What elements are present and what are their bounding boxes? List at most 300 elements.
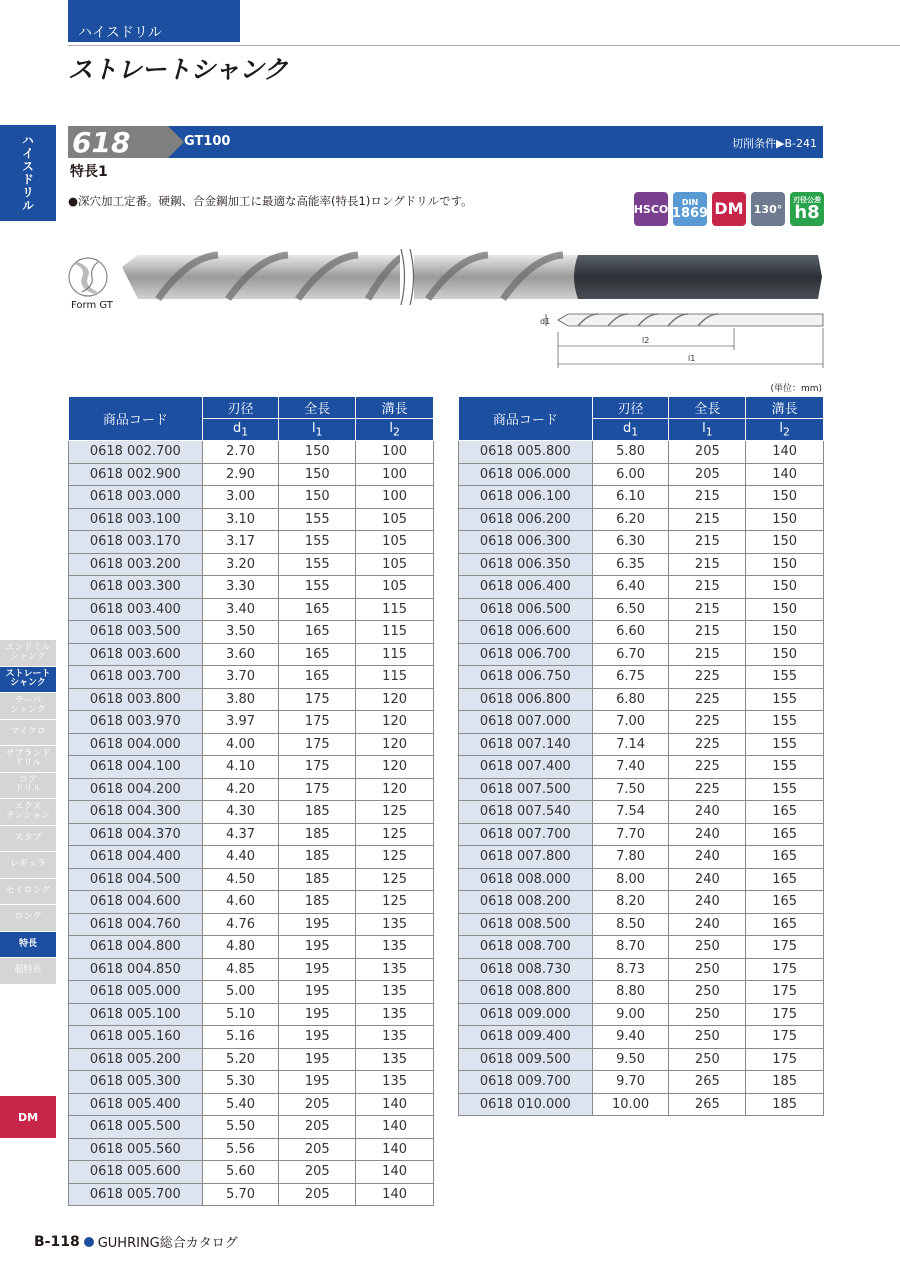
total-length-cell: 250 bbox=[669, 1048, 746, 1071]
table-row bbox=[69, 801, 434, 824]
flute-length-cell: 185 bbox=[746, 1071, 824, 1094]
page-number: B-118 bbox=[34, 1233, 80, 1250]
diameter-cell: 2.90 bbox=[202, 463, 279, 486]
dimension-drawing bbox=[538, 310, 828, 372]
din-number: 1869 bbox=[671, 205, 709, 221]
flute-length-cell: 165 bbox=[746, 801, 824, 824]
diameter-cell: 4.00 bbox=[202, 733, 279, 756]
total-length-cell: 150 bbox=[279, 441, 356, 464]
product-code-cell: 0618 003.300 bbox=[69, 576, 203, 599]
table-row bbox=[459, 621, 824, 644]
table-row bbox=[69, 598, 434, 621]
total-length-cell: 215 bbox=[669, 531, 746, 554]
side-nav-item[interactable]: レギュラ bbox=[0, 852, 56, 879]
flute-length-cell: 120 bbox=[356, 756, 434, 779]
diameter-cell: 7.70 bbox=[592, 823, 669, 846]
side-nav-item[interactable]: セミロング bbox=[0, 879, 56, 906]
diameter-cell: 3.00 bbox=[202, 486, 279, 509]
title-rule bbox=[68, 45, 900, 46]
flute-length-cell: 155 bbox=[746, 778, 824, 801]
diameter-cell: 5.70 bbox=[202, 1183, 279, 1206]
table-row bbox=[459, 778, 824, 801]
diameter-cell: 7.50 bbox=[592, 778, 669, 801]
flute-length-cell: 155 bbox=[746, 688, 824, 711]
product-code-cell: 0618 006.000 bbox=[459, 463, 593, 486]
diameter-cell: 6.10 bbox=[592, 486, 669, 509]
total-length-cell: 240 bbox=[669, 868, 746, 891]
table-row bbox=[69, 1048, 434, 1071]
diameter-cell: 5.56 bbox=[202, 1138, 279, 1161]
product-code-cell: 0618 004.800 bbox=[69, 936, 203, 959]
table-row bbox=[459, 711, 824, 734]
total-length-cell: 215 bbox=[669, 576, 746, 599]
flute-length-cell: 150 bbox=[746, 576, 824, 599]
table-row bbox=[69, 643, 434, 666]
flute-length-cell: 165 bbox=[746, 823, 824, 846]
product-code-cell: 0618 006.300 bbox=[459, 531, 593, 554]
total-length-cell: 215 bbox=[669, 508, 746, 531]
flute-length-cell: 185 bbox=[746, 1093, 824, 1116]
table-row bbox=[69, 688, 434, 711]
side-nav-item[interactable]: ロング bbox=[0, 905, 56, 932]
table-row bbox=[459, 576, 824, 599]
total-length-cell: 225 bbox=[669, 688, 746, 711]
product-code-cell: 0618 003.100 bbox=[69, 508, 203, 531]
flute-length-cell: 155 bbox=[746, 733, 824, 756]
total-length-cell: 155 bbox=[279, 576, 356, 599]
diameter-cell: 9.50 bbox=[592, 1048, 669, 1071]
flute-length-cell: 175 bbox=[746, 1026, 824, 1049]
total-length-cell: 250 bbox=[669, 936, 746, 959]
table-row bbox=[69, 1138, 434, 1161]
flute-length-cell: 165 bbox=[746, 868, 824, 891]
side-nav-item[interactable]: エンドミル シャンク bbox=[0, 640, 56, 667]
total-length-cell: 205 bbox=[279, 1161, 356, 1184]
diameter-cell: 3.97 bbox=[202, 711, 279, 734]
flute-length-cell: 140 bbox=[746, 463, 824, 486]
flute-length-cell: 150 bbox=[746, 486, 824, 509]
side-nav-item[interactable]: テーパ シャンク bbox=[0, 693, 56, 720]
total-length-cell: 155 bbox=[279, 553, 356, 576]
total-length-cell: 205 bbox=[279, 1138, 356, 1161]
total-length-cell: 175 bbox=[279, 778, 356, 801]
product-code-cell: 0618 008.730 bbox=[459, 958, 593, 981]
diameter-cell: 8.73 bbox=[592, 958, 669, 981]
side-category-tab[interactable]: ハイスドリル bbox=[0, 125, 56, 221]
total-length-cell: 265 bbox=[669, 1071, 746, 1094]
table-row bbox=[69, 576, 434, 599]
product-code-cell: 0618 009.500 bbox=[459, 1048, 593, 1071]
diameter-cell: 3.40 bbox=[202, 598, 279, 621]
diameter-cell: 6.00 bbox=[592, 463, 669, 486]
flute-length-cell: 140 bbox=[746, 441, 824, 464]
hsco-badge-icon: HSCO bbox=[634, 192, 668, 226]
flute-length-cell: 135 bbox=[356, 913, 434, 936]
diameter-cell: 4.20 bbox=[202, 778, 279, 801]
total-length-cell: 195 bbox=[279, 1071, 356, 1094]
table-row bbox=[69, 508, 434, 531]
table-row bbox=[459, 958, 824, 981]
total-length-cell: 240 bbox=[669, 801, 746, 824]
col-header-code: 商品コード bbox=[459, 397, 593, 441]
table-row bbox=[69, 1161, 434, 1184]
total-length-cell: 175 bbox=[279, 733, 356, 756]
product-code-cell: 0618 010.000 bbox=[459, 1093, 593, 1116]
flute-length-cell: 155 bbox=[746, 756, 824, 779]
total-length-cell: 205 bbox=[669, 441, 746, 464]
flute-length-cell: 135 bbox=[356, 958, 434, 981]
flute-length-cell: 115 bbox=[356, 643, 434, 666]
diameter-cell: 3.20 bbox=[202, 553, 279, 576]
table-row bbox=[69, 1183, 434, 1206]
diameter-cell: 7.14 bbox=[592, 733, 669, 756]
product-code-cell: 0618 005.100 bbox=[69, 1003, 203, 1026]
product-code-cell: 0618 004.100 bbox=[69, 756, 203, 779]
total-length-cell: 195 bbox=[279, 1003, 356, 1026]
total-length-cell: 185 bbox=[279, 801, 356, 824]
table-row bbox=[459, 868, 824, 891]
flute-length-cell: 120 bbox=[356, 733, 434, 756]
total-length-cell: 205 bbox=[279, 1093, 356, 1116]
table-row bbox=[69, 1071, 434, 1094]
flute-length-cell: 125 bbox=[356, 891, 434, 914]
diameter-cell: 6.40 bbox=[592, 576, 669, 599]
col-symbol-l2: $l_2$ bbox=[746, 419, 824, 441]
table-row bbox=[459, 598, 824, 621]
table-row bbox=[69, 531, 434, 554]
product-code-cell: 0618 003.700 bbox=[69, 666, 203, 689]
col-symbol-l1: $l_1$ bbox=[279, 419, 356, 441]
product-code-cell: 0618 004.500 bbox=[69, 868, 203, 891]
flute-length-cell: 115 bbox=[356, 621, 434, 644]
side-nav-item[interactable]: エクス テンション bbox=[0, 799, 56, 826]
cutting-conditions-link[interactable]: 切削条件▶B-241 bbox=[732, 137, 817, 150]
flute-length-cell: 105 bbox=[356, 531, 434, 554]
flute-length-cell: 140 bbox=[356, 1093, 434, 1116]
table-row bbox=[69, 666, 434, 689]
product-code-cell: 0618 002.700 bbox=[69, 441, 203, 464]
product-code-cell: 0618 006.200 bbox=[459, 508, 593, 531]
total-length-cell: 215 bbox=[669, 621, 746, 644]
total-length-cell: 250 bbox=[669, 981, 746, 1004]
table-row bbox=[459, 508, 824, 531]
diameter-cell: 2.70 bbox=[202, 441, 279, 464]
dim-label-l2: l2 bbox=[642, 336, 650, 345]
total-length-cell: 165 bbox=[279, 621, 356, 644]
product-code-cell: 0618 005.300 bbox=[69, 1071, 203, 1094]
side-nav-item[interactable]: 特長 bbox=[0, 932, 56, 959]
product-code-cell: 0618 005.560 bbox=[69, 1138, 203, 1161]
diameter-cell: 9.70 bbox=[592, 1071, 669, 1094]
side-nav-item[interactable]: マイクロ bbox=[0, 720, 56, 747]
flute-length-cell: 165 bbox=[746, 846, 824, 869]
din-badge-icon bbox=[673, 192, 707, 226]
product-code-cell: 0618 008.200 bbox=[459, 891, 593, 914]
diameter-cell: 5.00 bbox=[202, 981, 279, 1004]
table-row bbox=[69, 868, 434, 891]
flute-length-cell: 135 bbox=[356, 936, 434, 959]
total-length-cell: 175 bbox=[279, 711, 356, 734]
product-code-cell: 0618 007.400 bbox=[459, 756, 593, 779]
flute-length-cell: 140 bbox=[356, 1183, 434, 1206]
total-length-cell: 225 bbox=[669, 756, 746, 779]
spec-table-left bbox=[68, 396, 434, 1206]
product-code-cell: 0618 007.700 bbox=[459, 823, 593, 846]
diameter-cell: 5.20 bbox=[202, 1048, 279, 1071]
diameter-cell: 4.50 bbox=[202, 868, 279, 891]
table-row bbox=[69, 891, 434, 914]
product-code-cell: 0618 007.800 bbox=[459, 846, 593, 869]
product-code-cell: 0618 004.760 bbox=[69, 913, 203, 936]
flute-length-cell: 150 bbox=[746, 598, 824, 621]
diameter-cell: 6.50 bbox=[592, 598, 669, 621]
product-code-cell: 0618 008.000 bbox=[459, 868, 593, 891]
table-row bbox=[69, 711, 434, 734]
flute-length-cell: 155 bbox=[746, 666, 824, 689]
total-length-cell: 195 bbox=[279, 958, 356, 981]
tolerance-value: h8 bbox=[794, 201, 820, 223]
table-row bbox=[459, 643, 824, 666]
table-row bbox=[459, 553, 824, 576]
flute-length-cell: 140 bbox=[356, 1116, 434, 1139]
col-symbol-l1: $l_1$ bbox=[669, 419, 746, 441]
total-length-cell: 205 bbox=[669, 463, 746, 486]
total-length-cell: 225 bbox=[669, 733, 746, 756]
flute-length-cell: 135 bbox=[356, 1048, 434, 1071]
table-row bbox=[459, 823, 824, 846]
total-length-cell: 155 bbox=[279, 531, 356, 554]
table-row bbox=[69, 553, 434, 576]
table-row bbox=[69, 463, 434, 486]
flute-length-cell: 175 bbox=[746, 958, 824, 981]
table-row bbox=[69, 1026, 434, 1049]
product-code-cell: 0618 005.200 bbox=[69, 1048, 203, 1071]
product-code-cell: 0618 006.400 bbox=[459, 576, 593, 599]
flute-length-cell: 125 bbox=[356, 801, 434, 824]
table-row bbox=[459, 756, 824, 779]
tolerance-badge-icon bbox=[790, 192, 824, 226]
product-code-cell: 0618 008.500 bbox=[459, 913, 593, 936]
table-row bbox=[69, 1003, 434, 1026]
model-bar bbox=[68, 126, 823, 158]
total-length-cell: 250 bbox=[669, 958, 746, 981]
table-row bbox=[459, 846, 824, 869]
diameter-cell: 4.40 bbox=[202, 846, 279, 869]
product-code-cell: 0618 002.900 bbox=[69, 463, 203, 486]
product-code-cell: 0618 003.800 bbox=[69, 688, 203, 711]
total-length-cell: 195 bbox=[279, 936, 356, 959]
total-length-cell: 155 bbox=[279, 508, 356, 531]
diameter-cell: 8.00 bbox=[592, 868, 669, 891]
flute-length-cell: 135 bbox=[356, 1003, 434, 1026]
table-row bbox=[459, 913, 824, 936]
diameter-cell: 3.60 bbox=[202, 643, 279, 666]
table-row bbox=[459, 1026, 824, 1049]
product-code-cell: 0618 005.400 bbox=[69, 1093, 203, 1116]
product-description: ●深穴加工定番。硬鋼、合金鋼加工に最適な高能率(特長1)ロングドリルです。 bbox=[68, 194, 473, 208]
flute-length-cell: 125 bbox=[356, 823, 434, 846]
total-length-cell: 205 bbox=[279, 1183, 356, 1206]
form-gt-cross-section-icon bbox=[68, 254, 108, 300]
product-code-cell: 0618 009.400 bbox=[459, 1026, 593, 1049]
total-length-cell: 205 bbox=[279, 1116, 356, 1139]
side-nav-item[interactable]: 超特長 bbox=[0, 958, 56, 985]
unit-note: (単位：mm) bbox=[770, 384, 822, 394]
product-code-cell: 0618 005.160 bbox=[69, 1026, 203, 1049]
flute-length-cell: 120 bbox=[356, 778, 434, 801]
total-length-cell: 215 bbox=[669, 598, 746, 621]
flute-length-cell: 120 bbox=[356, 711, 434, 734]
col-header-flute-length: 溝長 bbox=[356, 397, 434, 419]
drill-photo-illustration bbox=[118, 247, 823, 307]
diameter-cell: 7.40 bbox=[592, 756, 669, 779]
side-nav-item[interactable]: コア ドリル bbox=[0, 773, 56, 800]
product-subtitle: 特長1 bbox=[70, 164, 108, 180]
diameter-cell: 6.60 bbox=[592, 621, 669, 644]
flute-length-cell: 100 bbox=[356, 463, 434, 486]
diameter-cell: 7.80 bbox=[592, 846, 669, 869]
diameter-cell: 4.80 bbox=[202, 936, 279, 959]
table-row bbox=[69, 981, 434, 1004]
side-nav-item[interactable]: サブランド ドリル bbox=[0, 746, 56, 773]
flute-length-cell: 135 bbox=[356, 1026, 434, 1049]
diameter-cell: 7.00 bbox=[592, 711, 669, 734]
side-nav-item[interactable]: ストレート シャンク bbox=[0, 667, 56, 694]
flute-length-cell: 115 bbox=[356, 598, 434, 621]
col-symbol-d1: $d_1$ bbox=[592, 419, 669, 441]
table-row bbox=[459, 441, 824, 464]
diameter-cell: 5.60 bbox=[202, 1161, 279, 1184]
spec-table-right bbox=[458, 396, 824, 1116]
table-row bbox=[69, 1093, 434, 1116]
product-code-cell: 0618 004.370 bbox=[69, 823, 203, 846]
diameter-cell: 3.10 bbox=[202, 508, 279, 531]
total-length-cell: 265 bbox=[669, 1093, 746, 1116]
table-row bbox=[69, 913, 434, 936]
col-header-total-length: 全長 bbox=[669, 397, 746, 419]
tolerance-label: 刃径公差 bbox=[793, 195, 821, 204]
product-code-cell: 0618 006.800 bbox=[459, 688, 593, 711]
side-nav-item[interactable]: スタブ bbox=[0, 826, 56, 853]
diameter-cell: 5.30 bbox=[202, 1071, 279, 1094]
footer bbox=[34, 1232, 238, 1251]
diameter-cell: 5.10 bbox=[202, 1003, 279, 1026]
col-symbol-d1: $d_1$ bbox=[202, 419, 279, 441]
product-code-cell: 0618 003.500 bbox=[69, 621, 203, 644]
total-length-cell: 195 bbox=[279, 1026, 356, 1049]
side-navigation bbox=[0, 640, 56, 985]
total-length-cell: 240 bbox=[669, 891, 746, 914]
side-dm-tab[interactable]: DM bbox=[0, 1096, 56, 1138]
total-length-cell: 185 bbox=[279, 846, 356, 869]
total-length-cell: 195 bbox=[279, 913, 356, 936]
flute-length-cell: 155 bbox=[746, 711, 824, 734]
flute-length-cell: 165 bbox=[746, 891, 824, 914]
table-row bbox=[69, 778, 434, 801]
total-length-cell: 165 bbox=[279, 643, 356, 666]
diameter-cell: 6.20 bbox=[592, 508, 669, 531]
flute-length-cell: 100 bbox=[356, 486, 434, 509]
product-code-cell: 0618 004.200 bbox=[69, 778, 203, 801]
total-length-cell: 185 bbox=[279, 868, 356, 891]
diameter-cell: 6.80 bbox=[592, 688, 669, 711]
dm-badge-icon: DM bbox=[712, 192, 746, 226]
flute-length-cell: 135 bbox=[356, 981, 434, 1004]
total-length-cell: 175 bbox=[279, 756, 356, 779]
product-code-cell: 0618 003.170 bbox=[69, 531, 203, 554]
diameter-cell: 4.30 bbox=[202, 801, 279, 824]
category-tab: ハイスドリル bbox=[68, 0, 240, 42]
total-length-cell: 175 bbox=[279, 688, 356, 711]
flute-length-cell: 135 bbox=[356, 1071, 434, 1094]
diameter-cell: 4.76 bbox=[202, 913, 279, 936]
diameter-cell: 8.70 bbox=[592, 936, 669, 959]
page-title: ストレートシャンク bbox=[68, 55, 288, 84]
product-code-cell: 0618 006.350 bbox=[459, 553, 593, 576]
table-row bbox=[459, 1093, 824, 1116]
table-row bbox=[69, 441, 434, 464]
diameter-cell: 8.20 bbox=[592, 891, 669, 914]
flute-length-cell: 140 bbox=[356, 1161, 434, 1184]
flute-length-cell: 100 bbox=[356, 441, 434, 464]
product-code-cell: 0618 005.000 bbox=[69, 981, 203, 1004]
flute-length-cell: 105 bbox=[356, 576, 434, 599]
product-code-cell: 0618 004.600 bbox=[69, 891, 203, 914]
product-code-cell: 0618 005.700 bbox=[69, 1183, 203, 1206]
model-number: 618 bbox=[68, 126, 168, 158]
total-length-cell: 215 bbox=[669, 486, 746, 509]
table-row bbox=[459, 891, 824, 914]
flute-length-cell: 150 bbox=[746, 508, 824, 531]
product-code-cell: 0618 006.500 bbox=[459, 598, 593, 621]
diameter-cell: 4.60 bbox=[202, 891, 279, 914]
product-code-cell: 0618 004.850 bbox=[69, 958, 203, 981]
flute-length-cell: 150 bbox=[746, 553, 824, 576]
diameter-cell: 8.50 bbox=[592, 913, 669, 936]
diameter-cell: 5.50 bbox=[202, 1116, 279, 1139]
product-code-cell: 0618 009.000 bbox=[459, 1003, 593, 1026]
total-length-cell: 250 bbox=[669, 1026, 746, 1049]
product-code-cell: 0618 003.400 bbox=[69, 598, 203, 621]
diameter-cell: 9.40 bbox=[592, 1026, 669, 1049]
product-code-cell: 0618 003.600 bbox=[69, 643, 203, 666]
flute-length-cell: 175 bbox=[746, 1048, 824, 1071]
diameter-cell: 3.80 bbox=[202, 688, 279, 711]
col-header-flute-length: 溝長 bbox=[746, 397, 824, 419]
total-length-cell: 165 bbox=[279, 598, 356, 621]
total-length-cell: 225 bbox=[669, 711, 746, 734]
bullet-icon bbox=[84, 1237, 94, 1247]
product-code-cell: 0618 003.200 bbox=[69, 553, 203, 576]
flute-length-cell: 150 bbox=[746, 643, 824, 666]
total-length-cell: 240 bbox=[669, 823, 746, 846]
flute-length-cell: 175 bbox=[746, 1003, 824, 1026]
diameter-cell: 10.00 bbox=[592, 1093, 669, 1116]
diameter-cell: 5.80 bbox=[592, 441, 669, 464]
diameter-cell: 3.50 bbox=[202, 621, 279, 644]
total-length-cell: 165 bbox=[279, 666, 356, 689]
diameter-cell: 5.16 bbox=[202, 1026, 279, 1049]
spec-badges bbox=[634, 192, 824, 226]
form-gt-label: Form GT bbox=[71, 300, 113, 311]
product-code-cell: 0618 005.800 bbox=[459, 441, 593, 464]
product-code-cell: 0618 005.500 bbox=[69, 1116, 203, 1139]
table-row bbox=[459, 981, 824, 1004]
total-length-cell: 225 bbox=[669, 778, 746, 801]
total-length-cell: 185 bbox=[279, 891, 356, 914]
diameter-cell: 8.80 bbox=[592, 981, 669, 1004]
total-length-cell: 195 bbox=[279, 981, 356, 1004]
